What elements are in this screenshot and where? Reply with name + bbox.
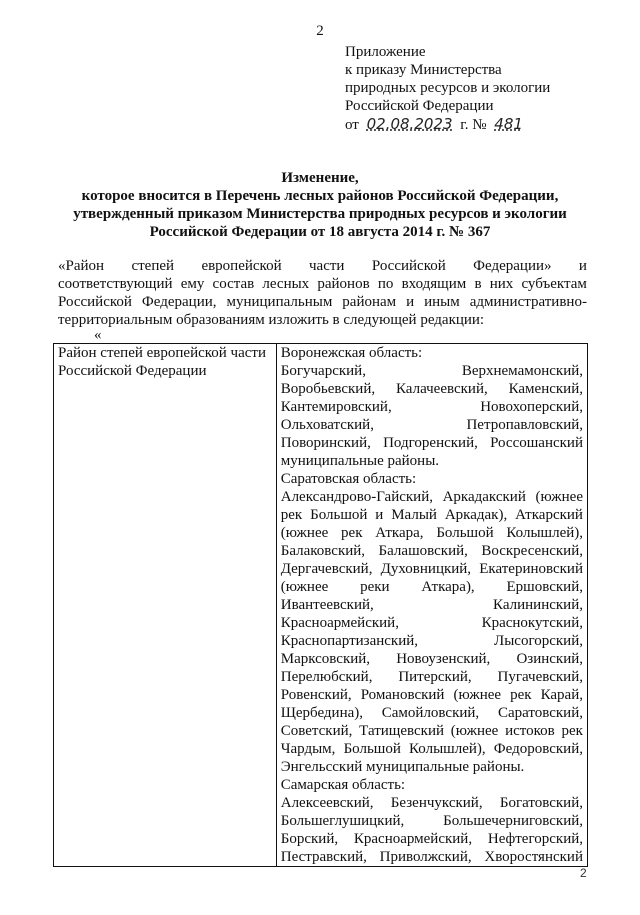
word: Федерации» <box>473 258 552 274</box>
word: Воробьевский, <box>280 381 376 397</box>
appendix-line: Приложение <box>345 44 426 60</box>
word: реки <box>360 579 390 595</box>
word: (южнее <box>280 579 329 595</box>
word: Ивантеевский, <box>280 597 374 613</box>
word: Большой <box>310 507 368 523</box>
word: Аркадакский <box>442 489 526 505</box>
word: состав <box>212 276 255 292</box>
appendix-line: к приказу Министерства <box>345 62 502 78</box>
word: Большеглушицкий, <box>280 813 405 829</box>
word: ему <box>180 276 205 292</box>
appendix-date-line <box>345 115 605 134</box>
word: Калининский, <box>493 597 583 613</box>
district-line <box>281 344 583 362</box>
word: Богучарский, <box>280 363 366 379</box>
district-line <box>281 542 583 560</box>
word: Малый <box>391 507 437 523</box>
word: Российской <box>371 258 446 274</box>
word: Новоузенский, <box>396 651 491 667</box>
title-line: Российской Федерации от 18 августа 2014 г. № 367 <box>149 224 491 240</box>
word: Поворинский, <box>280 435 371 451</box>
word: Саратовский, <box>497 705 583 721</box>
word: Аткара, <box>375 525 424 541</box>
word: и <box>406 294 415 310</box>
word: (южнее <box>450 723 499 739</box>
word: Самойловский, <box>381 705 480 721</box>
district-line <box>281 686 583 704</box>
district-line <box>281 614 583 632</box>
district-line <box>281 650 583 668</box>
word: Ровенский, <box>280 687 352 703</box>
handwritten-number: 481 <box>494 115 523 133</box>
word: Воронежская область: <box>280 345 423 361</box>
district-line <box>281 488 583 506</box>
word: районам <box>342 294 397 310</box>
title-line: утвержденный приказом Министерства природных ресурсов и экологии <box>73 206 567 222</box>
opening-quote: « <box>94 327 102 343</box>
word: Питерский, <box>398 669 472 685</box>
word: Дергачевский, <box>280 561 373 577</box>
word: Богатовский, <box>499 795 583 811</box>
number-prefix: г. № <box>460 117 487 133</box>
word: Новохоперский, <box>480 399 583 415</box>
district-line <box>281 398 583 416</box>
district-line <box>281 416 583 434</box>
word: Марксовский, <box>280 651 371 667</box>
district-line <box>281 812 583 830</box>
district-line <box>281 704 583 722</box>
word: Федоровский, <box>493 741 583 757</box>
word: Пестравский, <box>280 849 367 865</box>
word: Большой <box>343 741 401 757</box>
word: Энгельсский муниципальные районы. <box>280 759 525 775</box>
district-line <box>281 848 583 866</box>
word: европейской <box>201 258 282 274</box>
word: Краснопартизанский, <box>280 633 419 649</box>
word: Федерации, <box>141 294 217 310</box>
district-line <box>281 578 583 596</box>
word: Нефтегорский, <box>487 831 583 847</box>
region-name-line: Район степей европейской части <box>58 345 266 361</box>
word: муниципальные районы. <box>280 453 440 469</box>
word: Алексеевский, <box>280 795 374 811</box>
word: в <box>474 276 482 292</box>
word: Аткара), <box>421 579 475 595</box>
word: истоков <box>505 723 555 739</box>
word: соответствующий <box>58 276 173 292</box>
intro-line <box>58 311 587 329</box>
word: Советский, <box>280 723 353 739</box>
word: них <box>489 276 514 292</box>
word: Аткарский <box>515 507 583 523</box>
word: Балаковский, <box>280 543 366 559</box>
word: Колышлей), <box>409 741 486 757</box>
intro-line <box>58 293 587 311</box>
word: Красноармейский, <box>280 615 399 631</box>
document-title <box>40 169 600 241</box>
word: Ольховатский, <box>280 417 374 433</box>
word: Александрово-Гайский, <box>280 489 433 505</box>
word: входящим <box>401 276 467 292</box>
district-line <box>281 362 583 380</box>
district-line <box>281 794 583 812</box>
district-line <box>281 596 583 614</box>
word: Россошанский <box>490 435 583 451</box>
word: Подгоренский, <box>383 435 478 451</box>
district-line <box>281 632 583 650</box>
word: Татищевский <box>359 723 444 739</box>
district-line <box>281 452 583 470</box>
word: Карай, <box>540 687 583 703</box>
word: Петропавловский, <box>466 417 583 433</box>
word: Хворостянский <box>484 849 583 865</box>
district-line <box>281 560 583 578</box>
word: Пугачевский, <box>497 669 583 685</box>
word: «Район <box>58 258 105 274</box>
regions-table <box>53 343 588 867</box>
word: по <box>377 276 394 292</box>
word: Екатериновский <box>479 561 583 577</box>
word: Перелюбский, <box>280 669 373 685</box>
word: Каменский, <box>508 381 583 397</box>
district-line <box>281 506 583 524</box>
word: Романовский <box>360 687 445 703</box>
word: лесных <box>262 276 310 292</box>
district-line <box>281 668 583 686</box>
word: административно- <box>469 294 587 310</box>
word: районов <box>317 276 370 292</box>
word: рек <box>280 507 303 523</box>
word: части <box>309 258 345 274</box>
word: рек <box>561 723 583 739</box>
word: Российской <box>58 294 132 310</box>
district-line <box>281 740 583 758</box>
word: Щербедина), <box>280 705 364 721</box>
district-line <box>281 524 583 542</box>
word: Аркадак), <box>444 507 508 523</box>
page-number-top: 2 <box>316 23 324 39</box>
handwritten-date: 02.08.2023 <box>366 115 453 133</box>
title-line: Изменение, <box>281 170 359 186</box>
intro-line <box>58 275 587 293</box>
word: Самарская область: <box>280 777 406 793</box>
page-number-bottom: 2 <box>580 866 587 880</box>
intro-line <box>58 257 587 275</box>
word: Безенчукский, <box>390 795 483 811</box>
appendix-line: Российской Федерации <box>345 98 494 114</box>
word: Краснокутский, <box>481 615 583 631</box>
word: Красноармейский, <box>353 831 473 847</box>
word: и <box>375 507 384 523</box>
date-prefix: от <box>345 117 359 133</box>
word: Колышлей), <box>506 525 583 541</box>
word: муниципальным <box>226 294 333 310</box>
appendix-header <box>345 43 605 134</box>
word: субъектам <box>521 276 587 292</box>
district-line <box>281 758 583 776</box>
word: (южнее <box>280 525 329 541</box>
district-line <box>281 470 583 488</box>
word: рек <box>341 525 363 541</box>
word: Борский, <box>280 831 339 847</box>
word: степей <box>131 258 175 274</box>
word: Лысогорский, <box>494 633 583 649</box>
district-line <box>281 776 583 794</box>
region-name-cell <box>54 344 277 867</box>
word: Большой <box>436 525 494 541</box>
appendix-line: природных ресурсов и экологии <box>345 80 551 96</box>
word: Ершовский, <box>506 579 583 595</box>
word: Духовницкий, <box>380 561 472 577</box>
word: Приволжский, <box>379 849 472 865</box>
word: Кантемировский, <box>280 399 392 415</box>
word: Верхнемамонский, <box>461 363 583 379</box>
district-line <box>281 722 583 740</box>
word: Калачеевский, <box>395 381 488 397</box>
word: (южнее <box>453 687 502 703</box>
region-name-line: Российской Федерации <box>58 363 207 379</box>
word: Балашовский, <box>378 543 468 559</box>
intro-paragraph <box>58 257 587 329</box>
district-line <box>281 380 583 398</box>
word: территориальным образованиям изложить в следующей редакции: <box>58 312 485 328</box>
district-line <box>281 830 583 848</box>
word: Воскресенский, <box>481 543 583 559</box>
word: Большечерниговский, <box>443 813 583 829</box>
word: и <box>578 258 587 274</box>
word: (южнее <box>535 489 583 505</box>
word: Озинский, <box>516 651 583 667</box>
word: иным <box>424 294 460 310</box>
word: рек <box>510 687 532 703</box>
word: Саратовская область: <box>280 471 417 487</box>
district-line <box>281 434 583 452</box>
title-line: которое вносится в Перечень лесных районов Российской Федерации, <box>81 188 559 204</box>
districts-cell <box>276 344 587 867</box>
word: Чардым, <box>280 741 336 757</box>
table-row <box>54 344 588 867</box>
